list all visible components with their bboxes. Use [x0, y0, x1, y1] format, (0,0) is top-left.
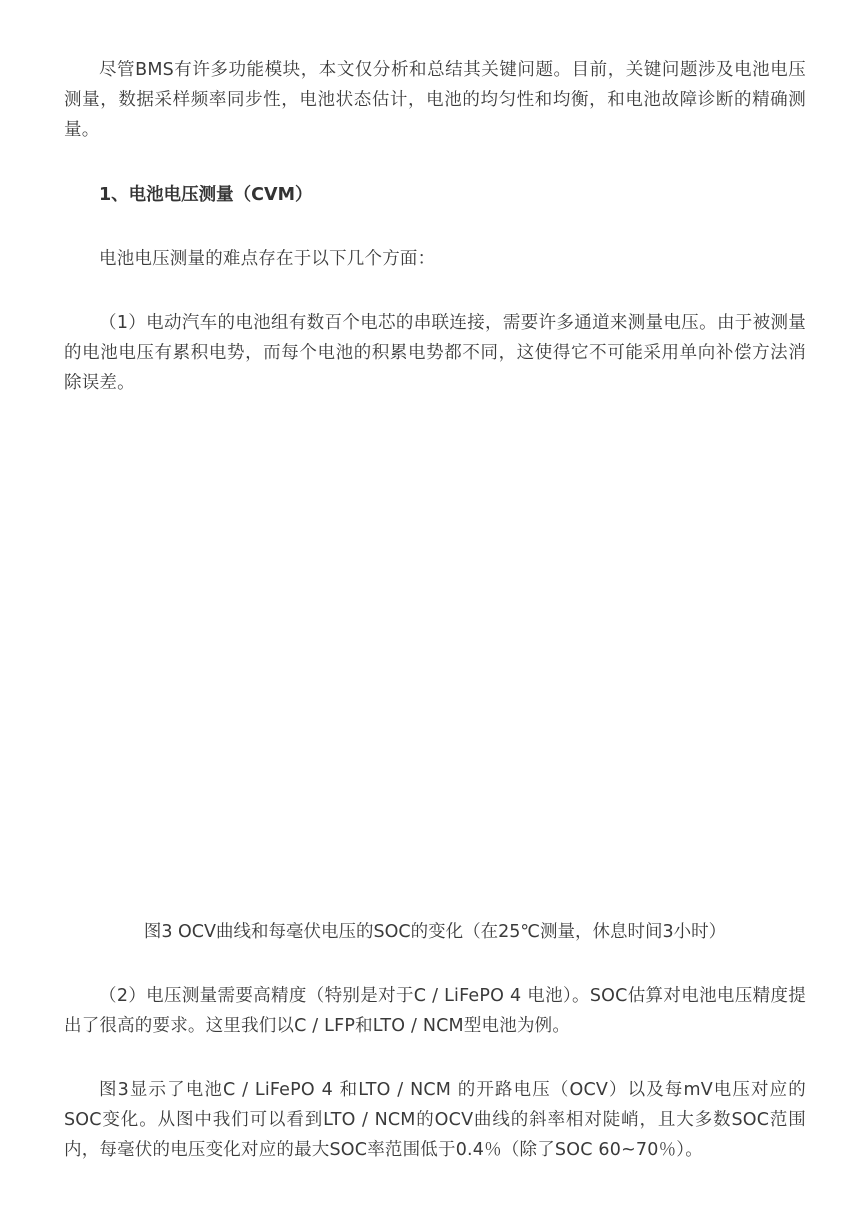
- point-two-paragraph: （2）电压测量需要高精度（特别是对于C / LiFePO 4 电池）。SOC估算对电池电压精度提出了很高的要求。这里我们以C / LFP和LTO / NCM型电池为例。: [64, 986, 806, 1036]
- section-heading-cvm: 1、电池电压测量（CVM）: [99, 185, 313, 205]
- point-one-paragraph: （1）电动汽车的电池组有数百个电芯的串联连接，需要许多通道来测量电压。由于被测量的电池电压有累积电势，而每个电池的积累电势都不同，这使得它不可能采用单向补偿方法消除误差。: [64, 313, 806, 393]
- figure-caption: 图3 OCV曲线和每毫伏电压的SOC的变化（在25℃测量，休息时间3小时）: [143, 922, 727, 942]
- figure-three-description-paragraph: 图3显示了电池C / LiFePO 4 和LTO / NCM 的开路电压（OCV）以及每mV电压对应的SOC变化。从图中我们可以看到LTO / NCM的OCV曲线的斜率相对陡峭，且大多数SOC范围内，每毫伏的电压变化对应的最大SOC率范围低于0.4％（除了SOC 60~70％）。: [64, 1080, 806, 1160]
- intro-paragraph: 尽管BMS有许多功能模块，本文仅分析和总结其关键问题。目前，关键问题涉及电池电压测量，数据采样频率同步性，电池状态估计，电池的均匀性和均衡，和电池故障诊断的精确测量。: [64, 60, 806, 140]
- difficulty-intro-paragraph: 电池电压测量的难点存在于以下几个方面：: [99, 249, 436, 269]
- figure-placeholder: [64, 410, 806, 900]
